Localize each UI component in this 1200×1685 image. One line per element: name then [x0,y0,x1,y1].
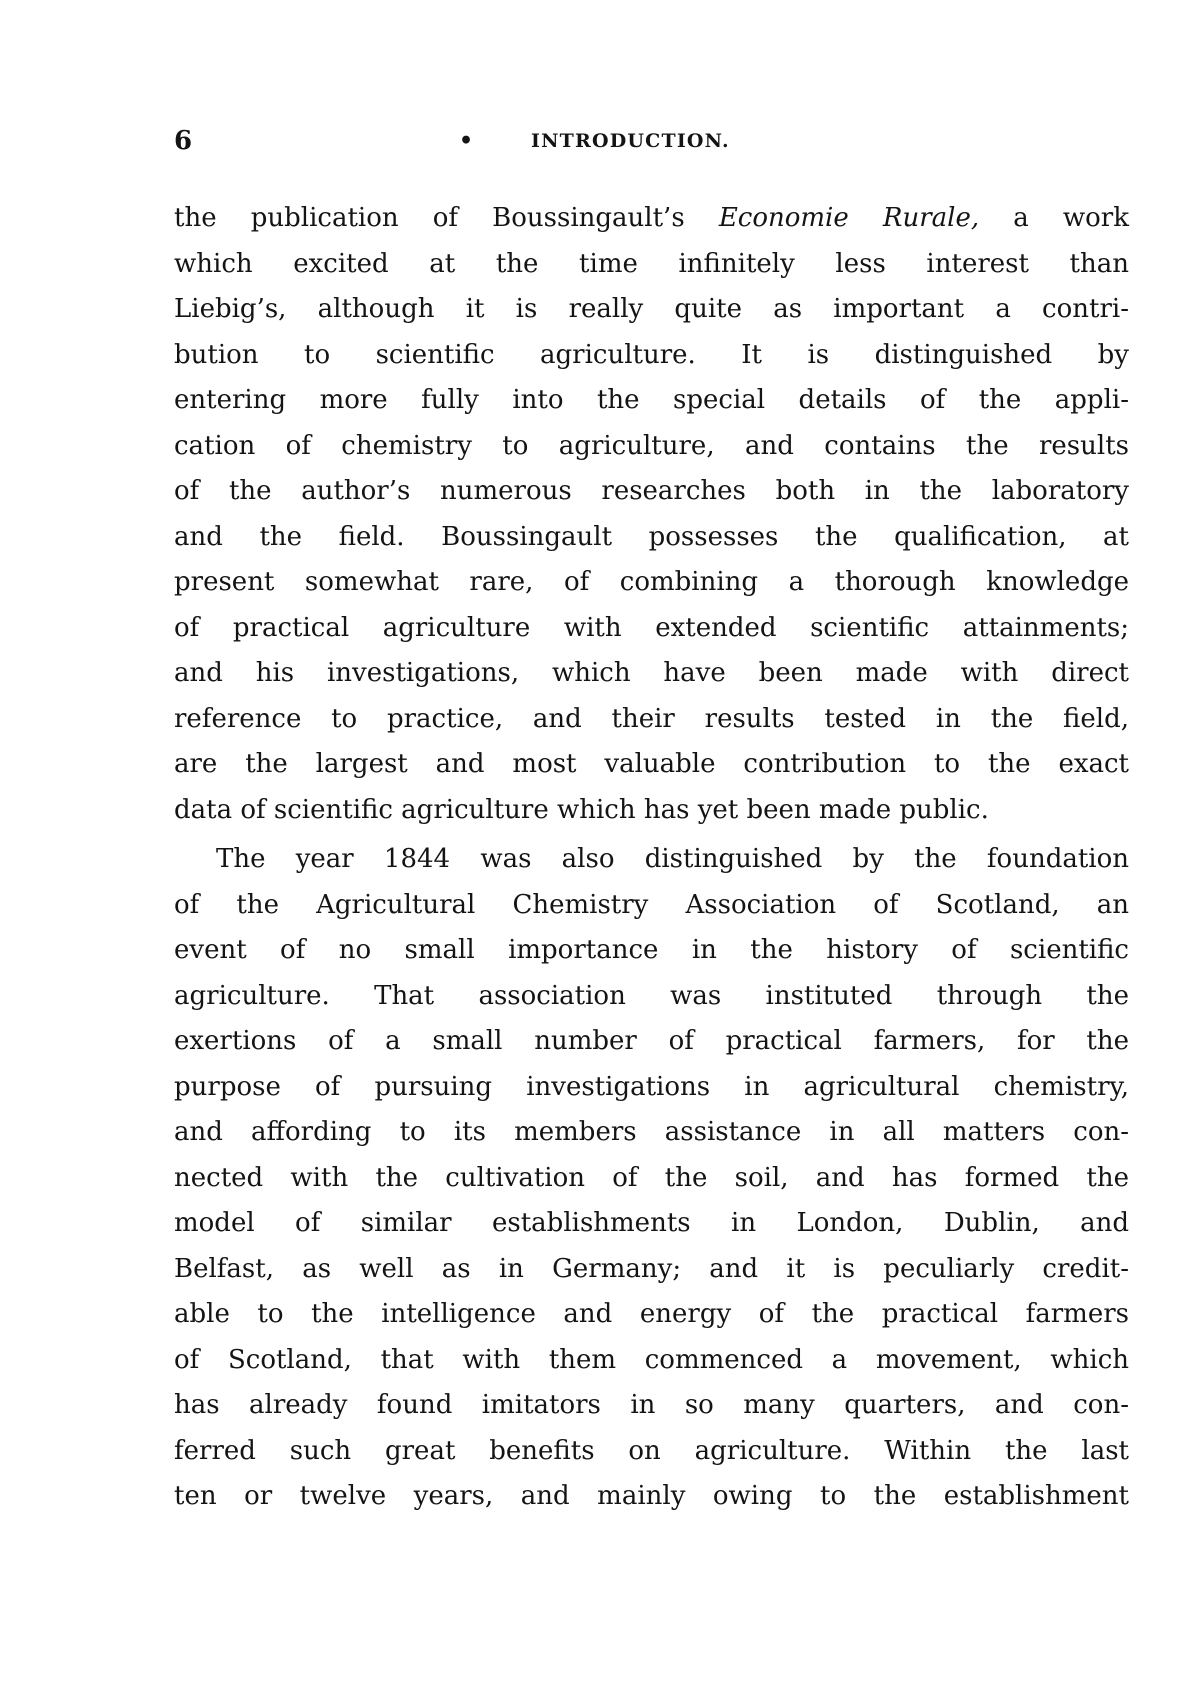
text-line: ferred such great benefits on agriculture. Within the last [174,1435,1129,1466]
body-text [174,196,1129,1520]
text-line: reference to practice, and their results tested in the field, [174,703,1129,734]
text-line: Belfast, as well as in Germany; and it is peculiarly credit- [174,1253,1129,1284]
text-line: cation of chemistry to agriculture, and contains the results [174,430,1129,461]
text-line: model of similar establishments in London, Dublin, and [174,1208,1129,1238]
text-line: has already found imitators in so many quarters, and con- [174,1390,1129,1420]
text-line: of the Agricultural Chemistry Association of Scotland, an [174,889,1129,920]
text-line: entering more fully into the special details of the appli- [174,385,1129,415]
text-line: exertions of a small number of practical farmers, for the [174,1026,1129,1056]
header-bullet: • [459,128,474,154]
paragraph-1 [174,196,1129,833]
running-head: INTRODUCTION. [531,130,730,152]
text-line: and the field. Boussingault possesses the qualification, at [174,521,1129,552]
text-line: able to the intelligence and energy of the practical farmers [174,1299,1129,1329]
text-line: of practical agriculture with extended scientific attainments; [174,612,1129,643]
text-line: nected with the cultivation of the soil, and has formed the [174,1162,1129,1193]
text-line: Liebig’s, although it is really quite as important a contri- [174,294,1129,324]
text-line: purpose of pursuing investigations in agricultural chemistry, [174,1071,1129,1102]
text-line: data of scientific agriculture which has yet been made public. [174,794,989,825]
text-line: bution to scientific agriculture. It is distinguished by [174,339,1129,370]
page-number: 6 [174,126,193,156]
text-line: event of no small importance in the history of scientific [174,935,1129,965]
paragraph-2 [174,837,1129,1520]
text-line: The year 1844 was also distinguished by the foundation [216,844,1129,874]
book-title: Economie Rurale, [718,203,980,233]
text-line: present somewhat rare, of combining a thorough knowledge [174,567,1129,597]
text-line: agriculture. That association was instituted through the [174,980,1129,1011]
text-line: ten or twelve years, and mainly owing to the establishment [174,1481,1129,1511]
page-header [174,126,1134,166]
text-line: and affording to its members assistance in all matters con- [174,1117,1129,1147]
text-line: the publication of Boussingault’s Economie Rurale, a work [174,203,1129,233]
text-line: which excited at the time infinitely less interest than [174,248,1129,279]
text-line: of Scotland, that with them commenced a movement, which [174,1344,1129,1375]
text-line: of the author’s numerous researches both in the laboratory [174,476,1129,506]
text-line: and his investigations, which have been made with direct [174,658,1129,688]
text-line: are the largest and most valuable contribution to the exact [174,749,1129,779]
